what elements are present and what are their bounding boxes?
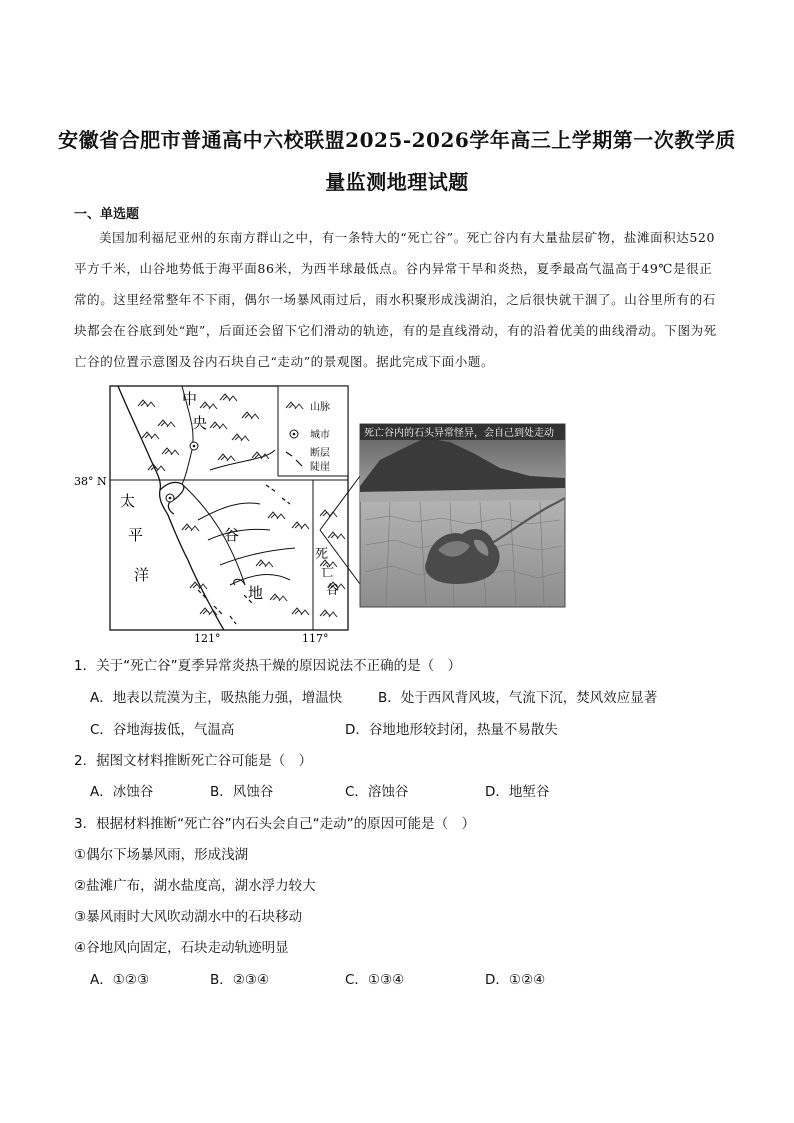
- lon-label-117: 117°: [302, 632, 329, 645]
- question-1-option-c[interactable]: C．谷地海拔低，气温高: [90, 722, 235, 738]
- legend-cliff: 陡崖: [310, 462, 330, 473]
- question-3-statement-4: ④谷地风向固定，石块走动轨迹明显: [74, 940, 289, 956]
- ocean-label: 平: [128, 526, 144, 544]
- legend-mountain: 山脉: [310, 402, 330, 413]
- question-3-option-c[interactable]: C．①③④: [345, 972, 405, 988]
- city-symbol: [166, 494, 174, 502]
- question-3-option-a[interactable]: A．①②③: [90, 972, 150, 988]
- death-valley-label: 死: [315, 547, 329, 562]
- question-2-option-c[interactable]: C．溶蚀谷: [345, 784, 409, 800]
- legend-city: 城市: [310, 430, 330, 441]
- death-valley-label: 亡: [321, 565, 335, 580]
- question-1-stem: 1．关于“死亡谷”夏季异常炎热干燥的原因说法不正确的是（ ）: [74, 658, 462, 674]
- valley-label: 谷: [224, 526, 240, 544]
- question-2-option-a[interactable]: A．冰蚀谷: [90, 784, 154, 800]
- question-2-stem: 2．据图文材料推断死亡谷可能是（ ）: [74, 753, 313, 769]
- death-valley-figure: [70, 380, 600, 645]
- question-3-option-d[interactable]: D．①②④: [485, 972, 546, 988]
- document-title-line-1: 安徽省合肥市普通高中六校联盟2025-2026学年高三上学期第一次教学质: [58, 128, 736, 152]
- question-2-option-d[interactable]: D．地堑谷: [485, 784, 550, 800]
- lon-label-121: 121°: [194, 632, 221, 645]
- valley-label: 地: [248, 584, 264, 602]
- city-symbol: [190, 442, 198, 450]
- question-3-statement-3: ③暴风雨时大风吹动湖水中的石块移动: [74, 909, 303, 925]
- intro-paragraph: 美国加利福尼亚州的东南方群山之中，有一条特大的“死亡谷”。死亡谷内有大量盐层矿物，盐滩面积达520平方千米，山谷地势低于海平面86米，为西半球最低点。谷内异常干旱和炎热，夏季最高气温高于49℃是很正常的。这里经常整年不下雨，偶尔一场暴风雨过后，雨水积聚形成浅湖泊，之后很快就干涸了。山谷里所有的石块都会在谷底到处“跑”，后面还会留下它们滑动的轨迹，有的是直线滑动，有的沿着优美的曲线滑动。下图为死亡谷的位置示意图及谷内石块自己“走动”的景观图。据此完成下面小题。: [74, 230, 717, 369]
- document-title-line-2: 量监测地理试题: [325, 170, 469, 194]
- question-3-statement-1: ①偶尔下场暴风雨，形成浅湖: [74, 847, 249, 863]
- death-valley-label: 谷: [326, 583, 340, 598]
- valley-label: 中: [182, 390, 198, 408]
- question-1-option-d[interactable]: D．谷地地形较封闭，热量不易散失: [345, 722, 558, 738]
- question-3-option-b[interactable]: B．②③④: [210, 972, 270, 988]
- death-valley-photo: [360, 424, 565, 607]
- legend-fault: 断层: [310, 448, 330, 459]
- question-2-option-b[interactable]: B．风蚀谷: [210, 784, 274, 800]
- section-heading: 一、单选题: [74, 207, 140, 222]
- ocean-label: 洋: [134, 566, 150, 584]
- question-1-option-b[interactable]: B．处于西风背风坡，气流下沉，焚风效应显著: [378, 690, 658, 706]
- lat-label: 38° N: [74, 475, 107, 488]
- question-1-option-a[interactable]: A．地表以荒漠为主，吸热能力强，增温快: [90, 690, 343, 706]
- question-3-stem: 3．根据材料推断“死亡谷”内石头会自己“走动”的原因可能是（ ）: [74, 816, 476, 832]
- photo-caption: 死亡谷内的石头异常怪异，会自己到处走动: [364, 428, 554, 439]
- valley-label: 央: [192, 414, 208, 432]
- question-3-statement-2: ②盐滩广布，湖水盐度高，湖水浮力较大: [74, 878, 316, 894]
- ocean-label: 太: [120, 492, 136, 510]
